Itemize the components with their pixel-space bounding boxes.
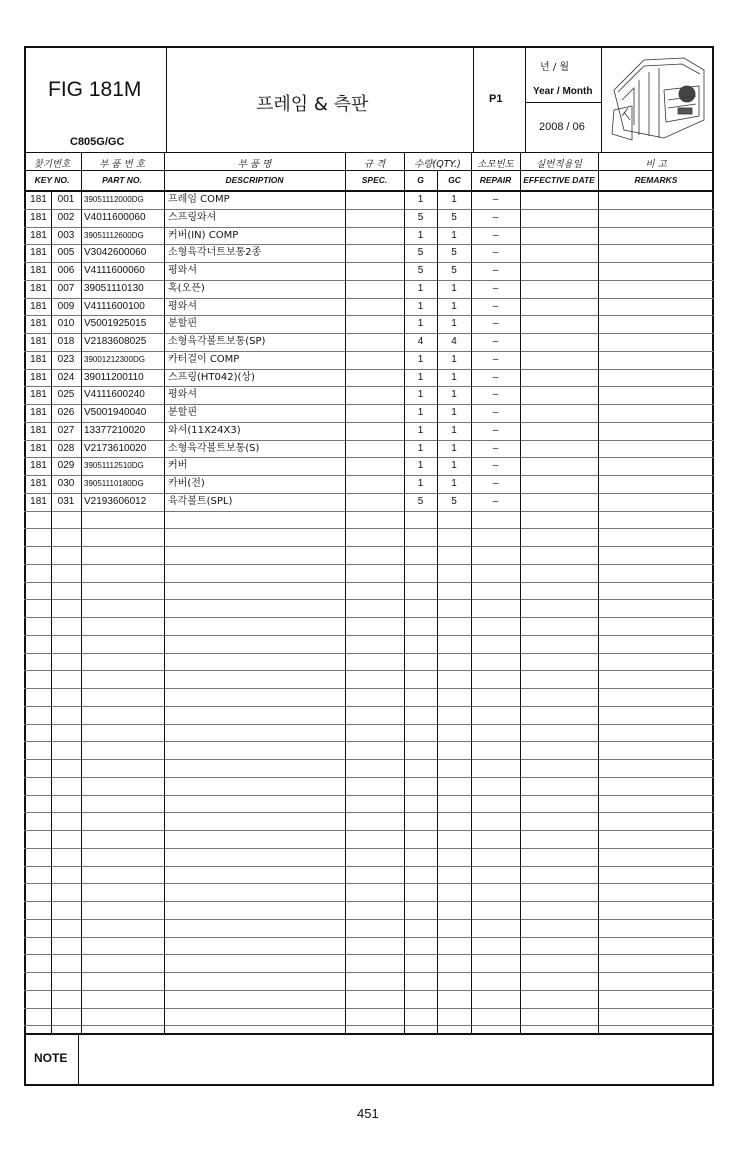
column-rule (598, 152, 599, 1033)
cell-part: 39051112510DG (84, 461, 144, 471)
cell-desc: 평와셔 (168, 389, 197, 401)
column-rule (81, 152, 82, 1033)
cell-fig: 181 (30, 407, 47, 418)
cell-repair: – (492, 300, 499, 312)
cell-gc: 1 (451, 442, 457, 454)
cell-key: 029 (57, 460, 75, 472)
column-rule (520, 152, 521, 1033)
cell-desc: 분할핀 (168, 407, 197, 418)
cell-fig: 181 (30, 229, 47, 241)
cell-part: V4111600060 (84, 265, 145, 276)
row-rule (24, 848, 714, 849)
row-rule (24, 724, 714, 725)
col-qty-gc: GC (448, 175, 461, 185)
cell-gc: 5 (451, 211, 457, 223)
cell-key: 027 (57, 424, 75, 436)
cell-desc: 육각볼트(SPL) (168, 495, 233, 507)
cell-part: 39011200110 (84, 371, 144, 383)
cell-g: 1 (417, 460, 424, 472)
row-rule (24, 1008, 714, 1009)
header-vline (525, 46, 526, 152)
year-month-en: Year / Month (533, 86, 593, 97)
col-desc-en: DESCRIPTION (225, 175, 284, 185)
date-divider (525, 102, 601, 103)
cell-desc: 프레임 COMP (168, 194, 230, 205)
cell-repair: – (492, 282, 499, 294)
cell-g: 5 (417, 211, 424, 223)
cell-part: V3042600060 (84, 247, 147, 259)
cell-key: 026 (57, 407, 75, 418)
cell-fig: 181 (30, 282, 47, 294)
cell-fig: 181 (30, 460, 47, 472)
cell-fig: 181 (30, 336, 47, 347)
cell-repair: – (492, 336, 499, 347)
cell-desc: 소형육각너트보통2종 (168, 247, 262, 259)
cell-desc: 평와셔 (168, 265, 197, 276)
col-remarks-kr: 비 고 (645, 159, 667, 170)
cell-part: 39051112000DG (84, 195, 144, 204)
cell-repair: – (492, 318, 499, 330)
cell-gc: 1 (451, 478, 457, 489)
cell-g: 1 (417, 229, 424, 241)
effective-date: 2008 / 06 (539, 121, 585, 133)
cell-repair: – (492, 353, 499, 365)
page-number: 451 (357, 1106, 379, 1121)
year-month-kr: 년 / 월 (540, 62, 570, 73)
cell-key: 023 (57, 353, 75, 365)
cell-key: 006 (57, 265, 75, 276)
cell-repair: – (492, 194, 499, 205)
cell-key: 018 (57, 336, 75, 347)
row-rule (24, 688, 714, 689)
cell-repair: – (492, 371, 499, 383)
col-spec-kr: 규 격 (363, 159, 386, 170)
cell-desc: 카터걸이 COMP (168, 353, 240, 365)
cell-key: 007 (57, 282, 75, 294)
cell-gc: 4 (451, 336, 457, 347)
cell-repair: – (492, 424, 499, 436)
cell-fig: 181 (30, 495, 47, 507)
row-rule (24, 812, 714, 813)
row-rule (24, 546, 714, 547)
cell-desc: 혹(오픈) (168, 282, 205, 294)
row-rule (24, 830, 714, 831)
cell-fig: 181 (30, 353, 47, 365)
model-code: C805G/GC (70, 136, 125, 148)
cell-key: 010 (57, 318, 75, 330)
cell-fig: 181 (30, 211, 47, 223)
row-rule (24, 528, 714, 529)
row-rule (24, 866, 714, 867)
cell-fig: 181 (30, 371, 47, 383)
col-part-en: PART NO. (102, 175, 142, 185)
row-rule (24, 599, 714, 600)
cell-gc: 1 (451, 407, 457, 418)
cell-fig: 181 (30, 318, 47, 330)
row-rule (24, 759, 714, 760)
col-eff-kr: 실번적용일 (536, 159, 582, 170)
cell-part: V5001925015 (84, 318, 147, 330)
cell-gc: 1 (451, 282, 457, 294)
cell-key: 030 (57, 478, 75, 489)
cell-part: 39051110180DG (84, 479, 144, 488)
row-rule (24, 901, 714, 902)
row-rule (24, 972, 714, 973)
cell-repair: – (492, 211, 499, 223)
cell-part: V4011600060 (84, 211, 146, 223)
cell-desc: 평와셔 (168, 300, 197, 312)
row-rule (24, 582, 714, 583)
cell-desc: 와셔(11X24X3) (168, 424, 241, 436)
cell-gc: 1 (451, 424, 457, 436)
row-rule (24, 990, 714, 991)
row-rule (24, 564, 714, 565)
cell-gc: 1 (451, 300, 457, 312)
note-vline (78, 1034, 79, 1086)
cell-gc: 1 (451, 318, 457, 330)
row-rule (24, 795, 714, 796)
cell-fig: 181 (30, 424, 47, 436)
row-rule (24, 511, 714, 512)
cell-repair: – (492, 229, 499, 241)
col-eff-en: EFFECTIVE DATE (523, 175, 595, 185)
cell-g: 4 (417, 336, 424, 347)
cell-gc: 5 (451, 495, 457, 507)
note-divider (24, 1033, 714, 1035)
cell-g: 1 (417, 318, 424, 330)
col-key-kr: 찾기번호 (33, 159, 71, 170)
cell-part: V2193606012 (84, 495, 147, 507)
cell-fig: 181 (30, 194, 47, 205)
cell-repair: – (492, 460, 499, 472)
col-repair-kr: 소모빈도 (477, 159, 514, 170)
cell-g: 1 (417, 478, 424, 489)
cell-desc: 소형육각볼트보통(S) (168, 442, 260, 454)
cell-repair: – (492, 478, 499, 489)
cell-fig: 181 (30, 247, 47, 259)
row-rule (24, 670, 714, 671)
row-rule (24, 1025, 714, 1026)
cell-part: 39001212300DG (84, 354, 145, 364)
page-code: P1 (489, 93, 503, 105)
cell-gc: 1 (451, 460, 457, 472)
column-rule (164, 152, 165, 1033)
cell-desc: 카버(전) (168, 478, 205, 489)
cell-gc: 1 (451, 371, 457, 383)
note-label: NOTE (34, 1051, 68, 1065)
cell-repair: – (492, 442, 499, 454)
header-divider (24, 152, 714, 153)
col-key-en: KEY NO. (34, 175, 70, 185)
cell-fig: 181 (30, 389, 47, 401)
cell-key: 005 (57, 247, 75, 259)
cell-g: 1 (417, 194, 424, 205)
cell-g: 1 (417, 353, 424, 365)
col-desc-kr: 부 품 명 (237, 159, 272, 170)
cell-g: 5 (417, 495, 424, 507)
cell-key: 002 (57, 211, 75, 223)
header-vline (601, 46, 602, 152)
row-rule (24, 653, 714, 654)
cell-repair: – (492, 389, 499, 401)
cell-part: 39051112600DG (84, 230, 144, 240)
cell-desc: 분할핀 (168, 318, 197, 330)
cell-key: 025 (57, 389, 75, 401)
cell-part: V2183608025 (84, 336, 147, 347)
cell-desc: 스프링(HT042)(상) (168, 371, 255, 383)
cell-desc: 커버 (168, 460, 188, 472)
row-rule (24, 883, 714, 884)
cell-g: 1 (417, 300, 424, 312)
cell-gc: 1 (451, 389, 457, 401)
combine-harvester-illustration (604, 50, 712, 148)
cell-desc: 커버(IN) COMP (168, 229, 239, 241)
cell-fig: 181 (30, 300, 47, 312)
cell-desc: 소형육각볼트보통(SP) (168, 336, 266, 347)
cell-g: 1 (417, 407, 424, 418)
cell-g: 1 (417, 282, 424, 294)
col-qty-g: G (417, 175, 424, 185)
cell-part: V4111600240 (84, 389, 145, 401)
cell-fig: 181 (30, 265, 47, 276)
cell-g: 1 (417, 371, 424, 383)
page-title: 프레임 & 측판 (256, 94, 369, 115)
header-vline (166, 46, 167, 152)
cell-part: 13377210020 (84, 424, 146, 436)
cell-key: 003 (57, 229, 75, 241)
cell-fig: 181 (30, 478, 47, 489)
fig-number: FIG 181M (48, 78, 142, 101)
cell-g: 1 (417, 389, 424, 401)
cell-g: 1 (417, 442, 424, 454)
cell-key: 009 (57, 300, 75, 312)
header-vline (473, 46, 474, 152)
col-repair-en: REPAIR (479, 175, 512, 185)
col-spec-en: SPEC. (361, 175, 388, 185)
cell-gc: 5 (451, 247, 457, 259)
cell-fig: 181 (30, 442, 47, 454)
row-rule (24, 937, 714, 938)
cell-part: V2173610020 (84, 442, 147, 454)
cell-gc: 1 (451, 229, 457, 241)
cell-g: 5 (417, 247, 424, 259)
cell-key: 031 (57, 495, 75, 507)
cell-g: 5 (417, 265, 424, 276)
cell-desc: 스프링와셔 (168, 211, 217, 223)
row-rule (24, 777, 714, 778)
cell-part: 39051110130 (84, 282, 144, 294)
header-divider-2 (24, 170, 714, 171)
col-remarks-en: REMARKS (634, 175, 678, 185)
cell-key: 028 (57, 442, 75, 454)
col-part-kr: 부 품 번 호 (99, 159, 145, 170)
row-rule (24, 635, 714, 636)
cell-key: 001 (57, 194, 75, 205)
row-rule (24, 919, 714, 920)
cell-g: 1 (417, 424, 424, 436)
cell-repair: – (492, 407, 499, 418)
cell-gc: 5 (451, 265, 457, 276)
cell-key: 024 (57, 371, 75, 383)
cell-gc: 1 (451, 353, 457, 365)
row-rule (24, 741, 714, 742)
cell-gc: 1 (451, 194, 457, 205)
row-rule (24, 617, 714, 618)
cell-repair: – (492, 265, 499, 276)
col-qty-kr: 수량(QTY.) (414, 159, 461, 170)
cell-repair: – (492, 495, 499, 507)
row-rule (24, 954, 714, 955)
cell-repair: – (492, 247, 499, 259)
cell-part: V4111600100 (84, 300, 145, 312)
column-rule (345, 152, 346, 1033)
cell-part: V5001940040 (84, 407, 147, 418)
row-rule (24, 706, 714, 707)
